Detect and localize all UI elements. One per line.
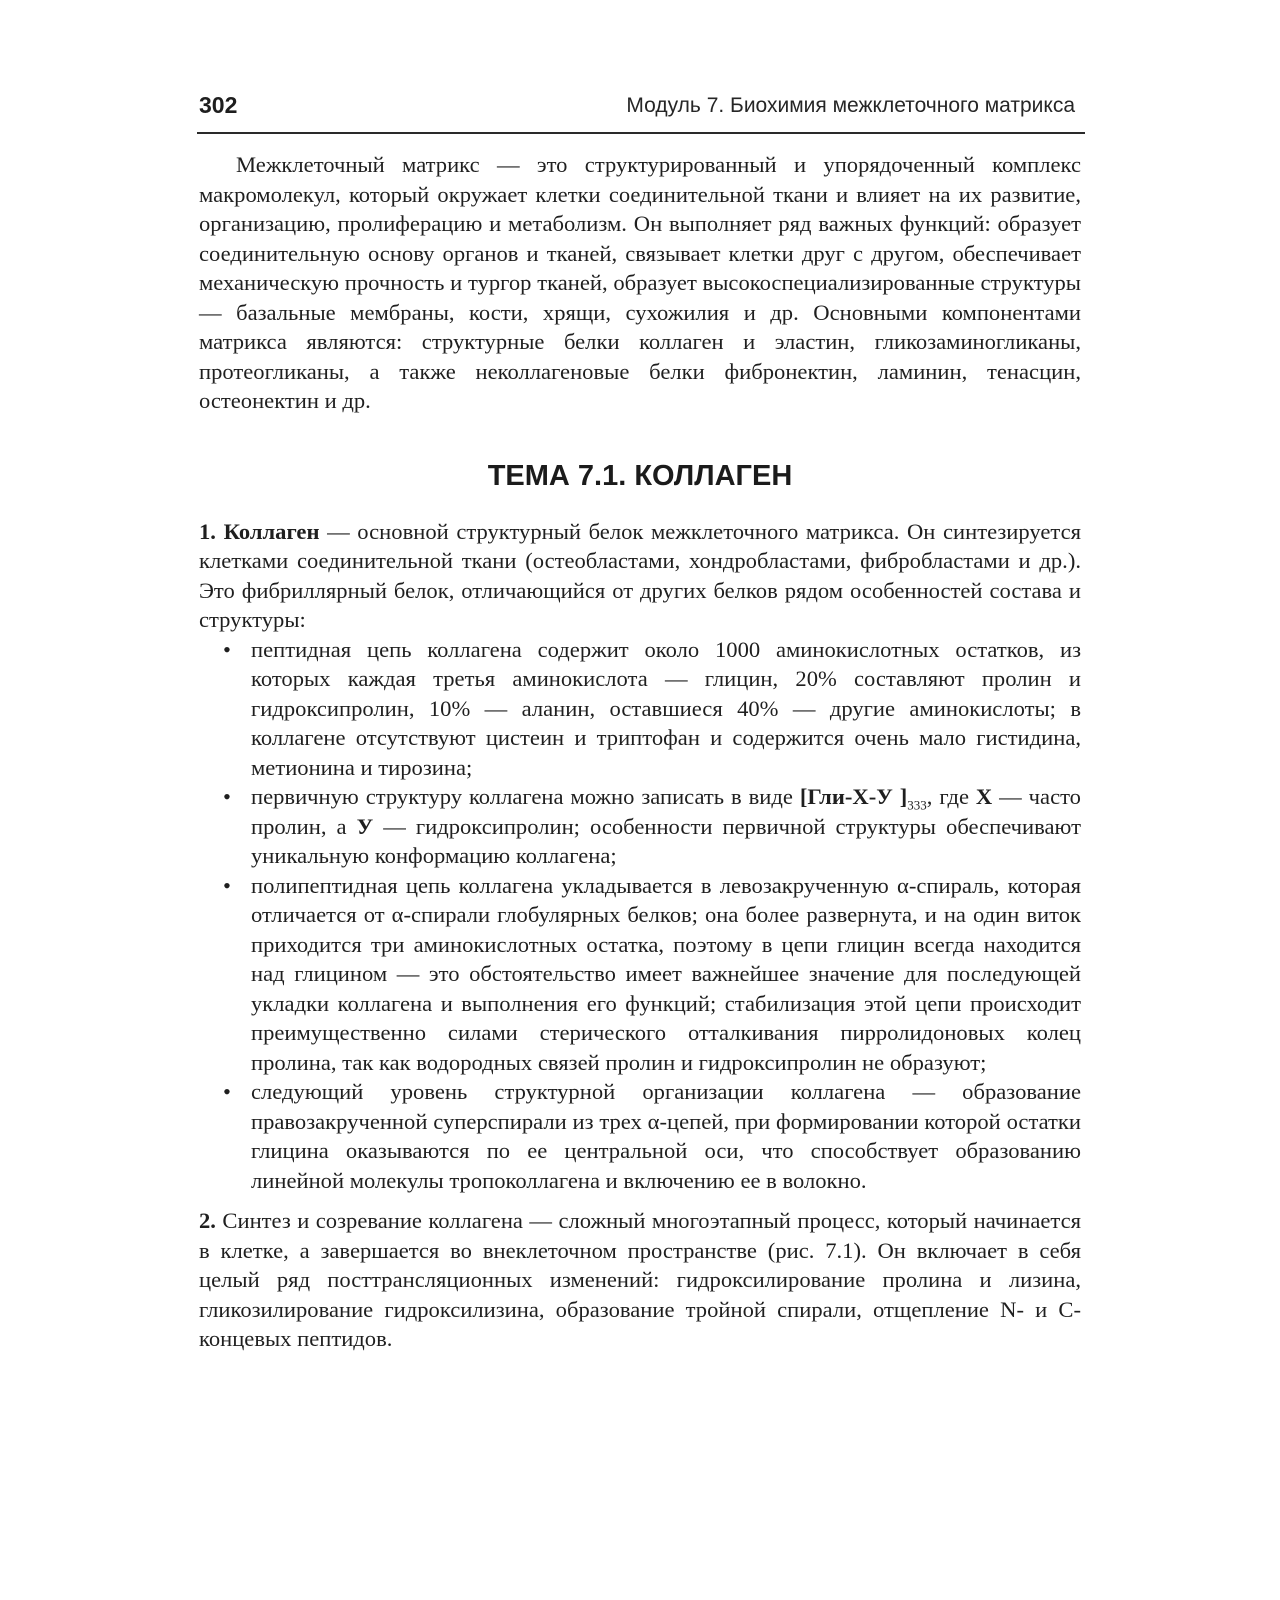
page-header — [197, 90, 1085, 134]
intro-paragraph: Межклеточный матрикс — это структурированный и упорядоченный комплекс макромолекул, который окружает клетки соединительной ткани и влияет на их развитие, организацию, пролиферацию и метаболизм. Он выполняет ряд важных функций: образует соединительную основу органов и тканей, связывает клетки друг с другом, обеспечивает механическую прочность и тургор тканей, образует высокоспециализированные структуры — базальные мембраны, кости, хрящи, сухожилия и др. Основными компонентами матрикса являются: структурные белки коллаген и эластин, гликозаминогликаны, протеогликаны, а также неколлагеновые белки фибронектин, ламинин, тенасцин, остеонектин и др. — [199, 152, 1081, 413]
bullet-marker: • — [223, 784, 231, 809]
formula-x: Х — [975, 784, 993, 809]
point-2-number: 2. — [199, 1208, 216, 1233]
point-1-term: Коллаген — [223, 518, 320, 544]
formula-y: У — [356, 813, 374, 839]
collagen-features-list — [199, 635, 1081, 1196]
topic-heading: ТЕМА 7.1. КОЛЛАГЕН — [487, 459, 793, 492]
list-item — [223, 871, 1081, 1078]
list-item-text: — часто пролин, а — [251, 784, 1081, 839]
list-item — [223, 1077, 1081, 1195]
list-item-text: — гидроксипролин; особенности первичной структуры обеспечивают уникальную конформацию коллагена; — [251, 813, 1081, 868]
bullet-marker: • — [223, 636, 231, 662]
list-item — [223, 782, 1081, 871]
bullet-marker: • — [223, 872, 231, 898]
primary-structure-formula: [Гли-Х-У ] — [799, 784, 908, 809]
page-number: 302 — [199, 92, 238, 118]
point-2-paragraph — [199, 1206, 1081, 1354]
page-body — [199, 150, 1081, 1354]
list-item-text: пептидная цепь коллагена содержит около 1000 аминокислотных остатков, из которых каждая третья аминокислота — глицин, 20% составляют пролин и гидроксипролин, 10% — аланин, оставшиеся 40% — другие аминокислоты; в коллагене отсутствуют цистеин и триптофан и содержится очень мало гистидина, метионина и тирозина; — [251, 636, 1081, 780]
list-item-text: , где — [926, 784, 969, 809]
list-item-text: следующий уровень структурной организации коллагена — образование правозакрученной суперспирали из трех α-цепей, при формировании которой остатки глицина оказываются по ее центральной оси, что способствует образованию линейной молекулы тропоколлагена и включению ее в волокно. — [251, 1079, 1081, 1193]
list-item-text: полипептидная цепь коллагена укладывается в левозакрученную α-спираль, которая отличается от α-спирали глобулярных белков; она более развернута, и на один виток приходится три аминокислотных остатка, поэтому в цепи глицин всегда находится над глицином — это обстоятельство имеет важнейшее значение для последующей укладки коллагена и выполнения его функций; стабилизация этой цепи происходит преимущественно силами стерического отталкивания пирролидоновых колец пролина, так как водородных связей пролин и гидроксипролин не образуют; — [251, 872, 1081, 1075]
point-2-text: Синтез и созревание коллагена — сложный многоэтапный процесс, который начинается в клетке, а завершается во внеклеточном пространстве (рис. 7.1). Он включает в себя целый ряд посттрансляционных изменений: гидроксилирование пролина и лизина, гликозилирование гидроксилизина, образование тройной спирали, отщепление N- и С-концевых пептидов. — [199, 1208, 1081, 1351]
list-item-text: первичную структуру коллагена можно записать в виде — [251, 784, 793, 809]
bullet-marker: • — [223, 1079, 231, 1104]
formula-subscript: 333 — [907, 797, 927, 813]
point-1-text: — основной структурный белок межклеточного матрикса. Он синтезируется клетками соединительной ткани (остеобластами, хондробластами, фибробластами и др.). Это фибриллярный белок, отличающийся от других белков рядом особенностей состава и структуры: — [199, 518, 1081, 632]
point-1-paragraph — [199, 517, 1081, 635]
running-head: Модуль 7. Биохимия межклеточного матрикса — [626, 94, 1075, 117]
point-1-number: 1. — [199, 518, 216, 544]
list-item — [223, 635, 1081, 783]
